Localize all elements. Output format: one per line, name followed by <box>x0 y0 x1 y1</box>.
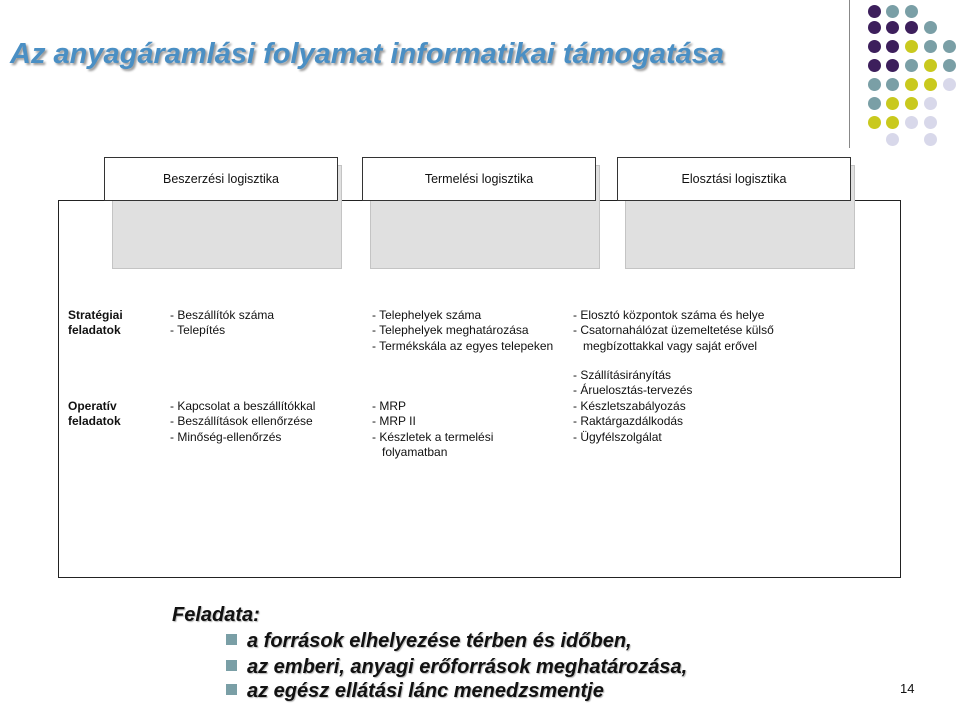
decor-dot <box>905 116 918 129</box>
cell-strategiai-elosztas: - Elosztó központok száma és helye - Csatornahálózat üzemeltetése külső megbízottakkal vagy saját erővel <box>573 308 774 353</box>
feladata-item <box>226 656 687 679</box>
column-header-label: Beszerzési logisztika <box>104 157 338 201</box>
feladata-item-text: a források elhelyezése térben és időben, <box>247 630 632 652</box>
decor-dot <box>905 5 918 18</box>
decor-dot <box>943 40 956 53</box>
decor-dot <box>905 78 918 91</box>
feladata-item-text: az emberi, anyagi erőforrások meghatározása, <box>247 656 688 678</box>
decor-dot <box>905 40 918 53</box>
column-header-label: Termelési logisztika <box>362 157 596 201</box>
cell-strategiai-beszerzes: - Beszállítók száma - Telepítés <box>170 308 275 338</box>
decor-dot <box>868 97 881 110</box>
cell-operativ-elosztas: - Szállításirányítás - Áruelosztás-tervezés - Készletszabályozás - Raktárgazdálkodás - Ügyfélszolgálat <box>573 368 693 444</box>
decor-dot <box>868 40 881 53</box>
column-header-elosztas <box>617 157 851 267</box>
decor-dot <box>886 78 899 91</box>
page-number: 14 <box>900 681 915 696</box>
decor-dot <box>886 97 899 110</box>
feladata-heading: Feladata: <box>172 604 260 626</box>
decor-dot <box>943 59 956 72</box>
decor-dot <box>868 78 881 91</box>
bullet-square-icon <box>226 684 237 695</box>
decor-dot <box>905 97 918 110</box>
row-label-strategiai: Stratégiai feladatok <box>68 308 123 338</box>
column-header-beszerzes <box>104 157 338 267</box>
row-label-operativ: Operatív feladatok <box>68 399 121 429</box>
decor-dot <box>886 133 899 146</box>
feladata-item-text: az egész ellátási lánc menedzsmentje <box>247 680 604 702</box>
feladata-item <box>226 630 632 653</box>
decor-dot <box>924 133 937 146</box>
decor-dot <box>905 59 918 72</box>
decor-dot <box>924 116 937 129</box>
column-header-label: Elosztási logisztika <box>617 157 851 201</box>
decor-dot <box>868 116 881 129</box>
decor-dot <box>868 21 881 34</box>
cell-operativ-beszerzes: - Kapcsolat a beszállítókkal - Beszállítások ellenőrzése - Minőség-ellenőrzés <box>170 399 316 444</box>
decor-dot <box>924 78 937 91</box>
cell-strategiai-termeles: - Telephelyek száma - Telephelyek meghatározása - Termékskála az egyes telepeken <box>372 308 554 353</box>
decor-dot <box>868 5 881 18</box>
decor-dot <box>886 5 899 18</box>
feladata-item <box>226 680 604 703</box>
decor-dot <box>943 78 956 91</box>
decor-dot <box>886 116 899 129</box>
bullet-square-icon <box>226 660 237 671</box>
slide-title: Az anyagáramlási folyamat informatikai támogatása <box>10 38 724 70</box>
decor-dot <box>886 59 899 72</box>
decor-dot <box>924 59 937 72</box>
bullet-square-icon <box>226 634 237 645</box>
decor-dot <box>924 40 937 53</box>
decor-dot <box>924 97 937 110</box>
decor-vertical-line <box>849 0 850 148</box>
cell-operativ-termeles: - MRP - MRP II - Készletek a termelési folyamatban <box>372 399 494 460</box>
decor-dot <box>868 59 881 72</box>
column-header-termeles <box>362 157 596 267</box>
decor-dot <box>886 40 899 53</box>
decor-dot <box>905 21 918 34</box>
decor-dot <box>886 21 899 34</box>
decor-dot <box>924 21 937 34</box>
